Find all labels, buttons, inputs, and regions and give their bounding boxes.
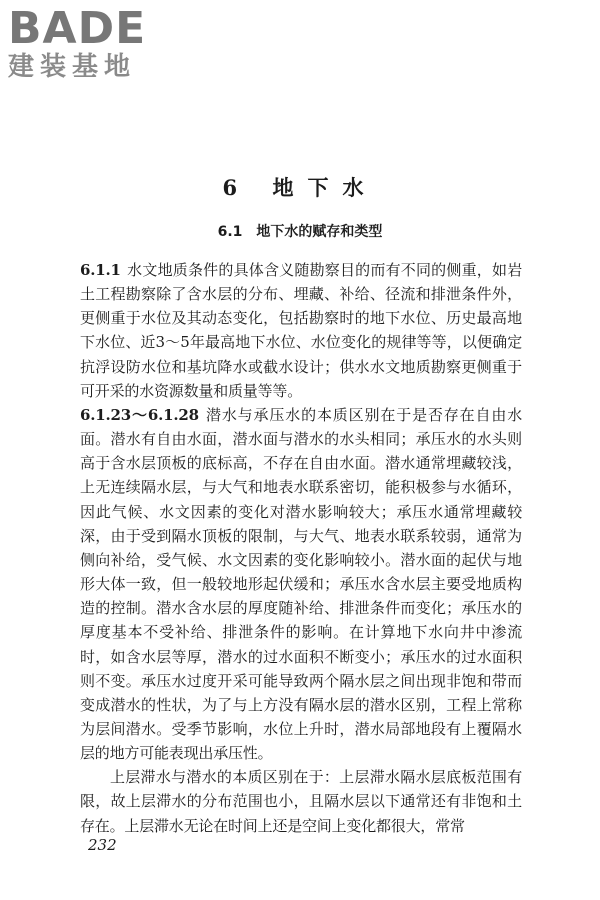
clause-text: 潜水与承压水的本质区别在于是否存在自由水面。潜水有自由水面，潜水面与潜水的水头相同；承压水的水头则高于含水层顶板的底标高，不存在自由水面。潜水通常埋藏较浅，上无连续隔水层，与大气和地表水联系密切，能积极参与水循环，因此气候、水文因素的变化对潜水影响较大；承压水通常埋藏较深，由于受到隔水顶板的限制，与大气、地表水联系较弱，通常为侧向补给，受气候、水文因素的变化影响较小。潜水面的起伏与地形大体一致，但一般较地形起伏缓和；承压水含水层主要受地质构造的控制。潜水含水层的厚度随补给、排泄条件而变化；承压水的厚度基本不受补给、排泄条件的影响。在计算地下水向井中渗流时，如含水层等厚，潜水的过水面积不断变小；承压水的过水面积则不变。承压水过度开采可能导致两个隔水层之间出现非饱和带而变成潜水的性状，为了与上方没有隔水层的潜水区别，工程上常称为层间潜水。受季节影响，水位上升时，潜水局部地段有上覆隔水层的地方可能表现出承压性。 <box>80 405 522 763</box>
clause-text: 水文地质条件的具体含义随勘察目的而有不同的侧重，如岩土工程勘察除了含水层的分布、埋藏、补给、径流和排泄条件外，更侧重于水位及其动态变化，包括勘察时的地下水位、历史最高地下水位、近3～5年最高地下水位、水位变化的规律等等，以便确定抗浮设防水位和基坑降水或截水设计；供水水文地质勘察更侧重于可开采的水资源数量和质量等等。 <box>80 261 522 400</box>
clause-paragraph <box>80 258 522 403</box>
logo-subtitle: 建装基地 <box>8 52 137 82</box>
logo-wordmark: BADE <box>8 3 147 54</box>
publisher-logo <box>8 3 178 86</box>
page-number: 232 <box>88 836 117 854</box>
clause-number: 6.1.23～6.1.28 <box>80 405 199 424</box>
section-title: 6.1 地下水的赋存和类型 <box>217 224 383 240</box>
body-text <box>80 258 522 838</box>
body-paragraph: 上层滞水与潜水的本质区别在于：上层滞水隔水层底板范围有限，故上层滞水的分布范围也小，且隔水层以下通常还有非饱和土存在。上层滞水无论在时间上还是空间上变化都很大，常常 <box>80 768 522 835</box>
clause-paragraph <box>80 403 522 765</box>
clause-number: 6.1.1 <box>80 261 121 279</box>
chapter-title: 6 地下水 <box>222 175 378 200</box>
